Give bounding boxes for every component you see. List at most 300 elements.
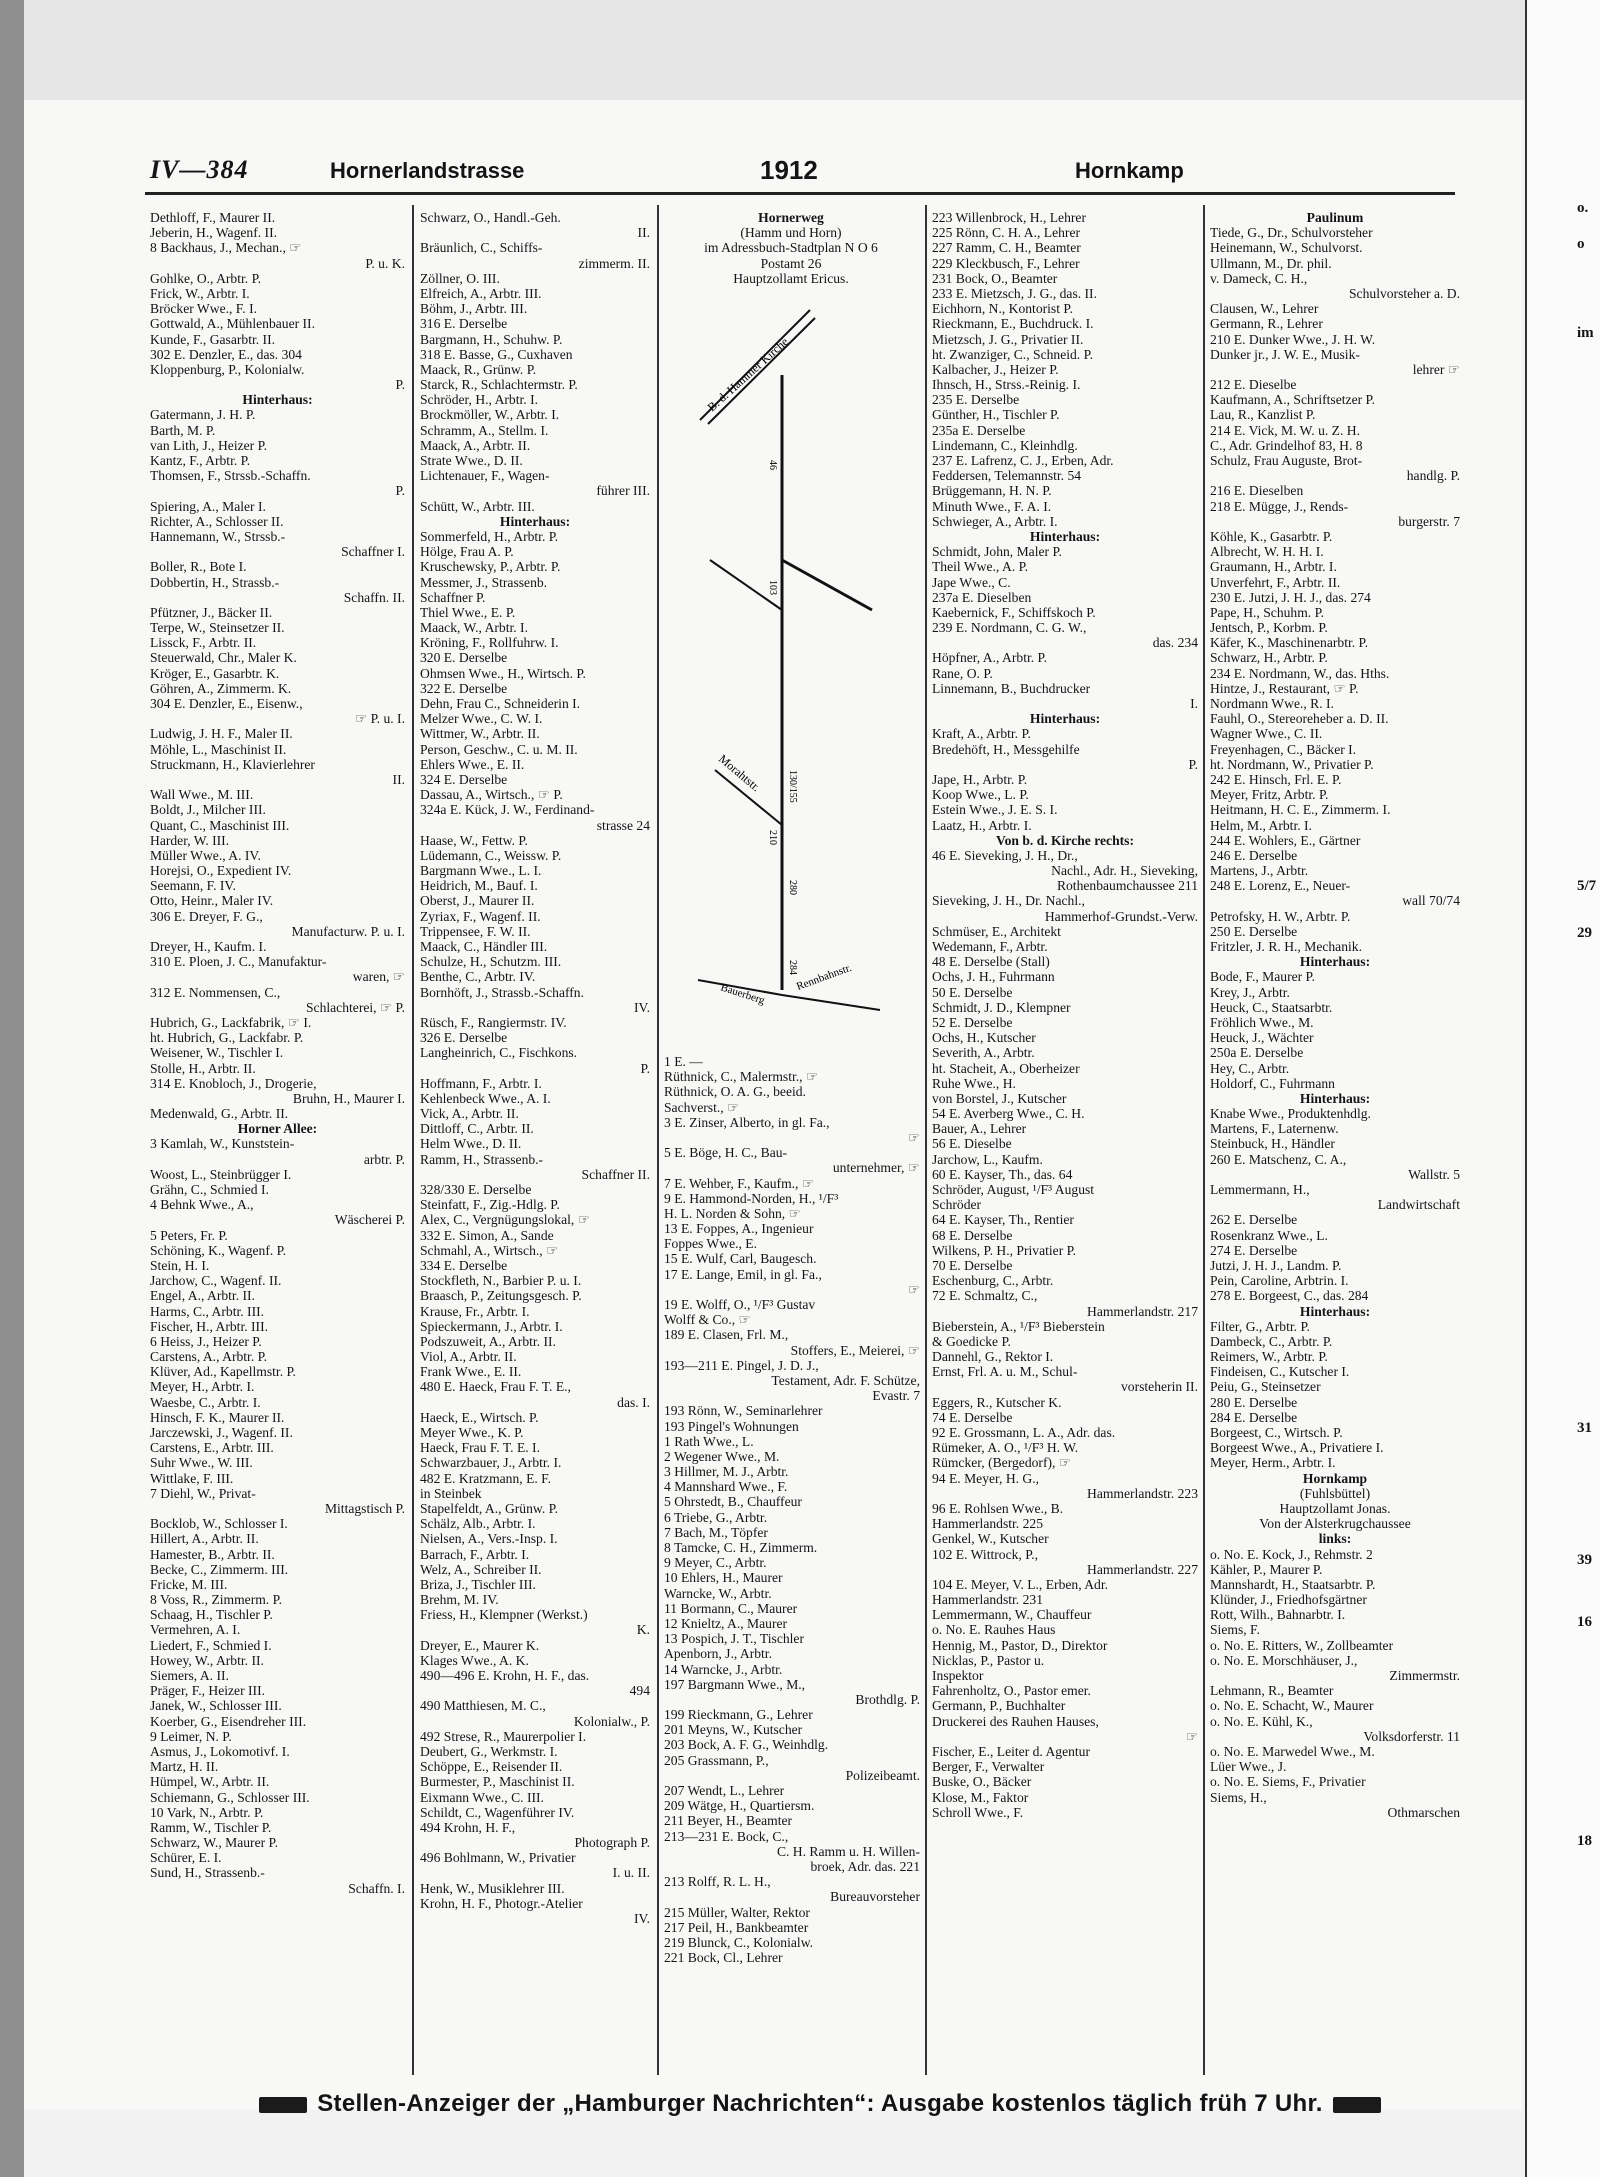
directory-entry: Nordmann Wwe., R. I. [1210, 696, 1334, 711]
directory-entry: Burmester, P., Maschinist II. [420, 1774, 575, 1790]
directory-entry: Henk, W., Musiklehrer III. [420, 1880, 565, 1896]
pointing-hand-icon [1333, 2097, 1381, 2113]
directory-entry: Haeck, E., Wirtsch. P. [420, 1409, 539, 1425]
directory-entry: Rüthnick, O. A. G., beeid. [664, 1084, 806, 1100]
directory-entry: Meyer Wwe., K. P. [420, 1425, 524, 1440]
directory-entry: Heuck, J., Wächter [1210, 1030, 1314, 1046]
directory-entry: Hintze, J., Restaurant, ☞ P. [1210, 680, 1359, 696]
directory-entry: Brockmöller, W., Arbtr. I. [420, 407, 560, 423]
directory-entry: Ruhe Wwe., H. [932, 1075, 1016, 1091]
directory-entry: Schmidt, John, Maler P. [932, 544, 1062, 560]
directory-entry: Höpfner, A., Arbtr. P. [932, 650, 1048, 666]
directory-entry: Kantz, F., Arbtr. P. [150, 453, 251, 468]
directory-entry: 8 Backhaus, J., Mechan., ☞ [150, 240, 302, 256]
directory-entry: Hammerlandstr. 217 [1087, 1303, 1198, 1319]
directory-entry: Vick, A., Arbtr. II. [420, 1106, 519, 1122]
directory-entry: Rümcker, (Bergedorf), ☞ [932, 1455, 1071, 1471]
directory-entry: o. No. E. Kock, J., Rehmstr. 2 [1210, 1546, 1373, 1562]
directory-entry: Pape, H., Schuhm. P. [1210, 604, 1325, 620]
directory-entry: Hinterhaus: [242, 392, 313, 408]
directory-entry: Hauptzollamt Jonas. [1279, 1500, 1391, 1516]
pointing-hand-icon [259, 2097, 307, 2113]
directory-entry: 14 Warncke, J., Arbtr. [664, 1661, 783, 1677]
directory-entry: Clausen, W., Lehrer [1210, 301, 1319, 317]
directory-entry: zimmerm. II. [578, 255, 650, 271]
directory-entry: Ehlers Wwe., E. II. [420, 756, 525, 772]
column-divider [925, 205, 927, 2075]
directory-entry: Schröder [932, 1197, 982, 1213]
map-number: 46 [767, 460, 778, 470]
directory-entry: Welz, A., Schreiber II. [420, 1561, 542, 1577]
directory-entry: Lehmann, R., Beamter [1210, 1683, 1334, 1699]
directory-entry: 13 Pospich, J. T., Tischler [664, 1631, 804, 1647]
directory-entry: Severith, A., Arbtr. [932, 1045, 1035, 1061]
directory-entry: H. L. Norden & Sohn, ☞ [664, 1205, 801, 1221]
directory-entry: 328/330 E. Derselbe [420, 1182, 532, 1197]
directory-entry: 96 E. Rohlsen Wwe., B. [932, 1500, 1064, 1516]
directory-entry: Schroll Wwe., F. [932, 1804, 1024, 1820]
directory-entry: Graumann, H., Arbtr. I. [1210, 559, 1337, 575]
directory-entry: Evastr. 7 [872, 1388, 920, 1404]
map-number: 284 [787, 960, 798, 975]
directory-entry: Kruschewsky, P., Arbtr. P. [420, 559, 561, 575]
directory-entry: Kalbacher, J., Heizer P. [932, 361, 1059, 377]
directory-entry: 5 Ohrstedt, B., Chauffeur [664, 1494, 802, 1510]
column-divider [657, 205, 659, 2075]
directory-entry: broek, Adr. das. 221 [810, 1858, 920, 1874]
directory-entry: I. u. II. [612, 1865, 650, 1881]
directory-entry: Von b. d. Kirche rechts: [996, 832, 1134, 848]
directory-entry: Kehlenbeck Wwe., A. I. [420, 1090, 551, 1106]
directory-entry: Sommerfeld, H., Arbtr. P. [420, 528, 559, 544]
directory-entry: 334 E. Derselbe [420, 1257, 508, 1273]
directory-entry: Ochs, H., Kutscher [932, 1030, 1036, 1046]
directory-entry: Schramm, A., Stellm. I. [420, 422, 549, 438]
directory-entry: Rüthnick, C., Malermstr., ☞ [664, 1069, 819, 1085]
directory-entry: Lau, R., Kanzlist P. [1210, 407, 1316, 423]
directory-entry: Heidrich, M., Bauf. I. [420, 878, 538, 894]
directory-entry: Sieveking, J. H., Dr. Nachl., [932, 893, 1085, 909]
edge-text: 5/7 [1577, 878, 1597, 894]
directory-entry: Kraft, A., Arbtr. P. [932, 726, 1031, 742]
directory-entry: Möhle, L., Maschinist II. [150, 741, 287, 757]
directory-entry: Haeck, Frau F. T. E. I. [420, 1440, 540, 1456]
directory-entry: 326 E. Derselbe [420, 1030, 508, 1046]
directory-entry: Rümeker, A. O., ¹/F³ H. W. [932, 1440, 1079, 1456]
directory-entry: Eschenburg, C., Arbtr. [932, 1273, 1054, 1289]
directory-entry: Schütt, W., Arbtr. III. [420, 498, 535, 514]
directory-entry: Maack, R., Grünw. P. [420, 361, 537, 377]
edge-text: o [1577, 236, 1585, 252]
directory-entry: Ullmann, M., Dr. phil. [1210, 255, 1332, 271]
directory-entry: Schwarz, H., Arbtr. P. [1210, 650, 1328, 666]
directory-entry: Schwieger, A., Arbtr. I. [932, 513, 1058, 529]
directory-entry: Klüver, Ad., Kapellmstr. P. [150, 1364, 296, 1380]
directory-entry: Präger, F., Heizer III. [150, 1683, 265, 1699]
directory-entry: 92 E. Grossmann, L. A., Adr. das. [932, 1425, 1116, 1440]
directory-entry: Wall Wwe., M. III. [150, 787, 254, 803]
directory-entry: Person, Geschw., C. u. M. II. [420, 741, 578, 757]
directory-entry: 1 Rath Wwe., L. [664, 1433, 754, 1449]
directory-entry: 219 Blunck, C., Kolonialw. [664, 1934, 814, 1950]
directory-entry: Druckerei des Rauhen Hauses, [932, 1713, 1099, 1729]
directory-entry: 235 E. Derselbe [932, 392, 1020, 408]
directory-entry: Siems, H., [1210, 1789, 1267, 1805]
directory-entry: Quant, C., Maschinist III. [150, 817, 290, 833]
directory-entry: Schildt, C., Wagenführer IV. [420, 1804, 575, 1820]
directory-entry: 216 E. Dieselben [1210, 483, 1304, 499]
directory-entry: arbtr. P. [363, 1151, 405, 1167]
directory-entry: Maack, C., Händler III. [420, 939, 548, 954]
directory-entry: Suhr Wwe., W. III. [150, 1455, 253, 1471]
directory-entry: Schiemann, G., Schlosser III. [150, 1789, 310, 1805]
directory-entry: burgerstr. 7 [1398, 513, 1460, 529]
directory-entry: Heuck, C., Staatsarbtr. [1210, 999, 1333, 1015]
directory-entry: Jentsch, P., Korbm. P. [1210, 620, 1328, 636]
directory-entry: Hennig, M., Pastor, D., Direktor [932, 1637, 1108, 1653]
directory-entry: Ohmsen Wwe., H., Wirtsch. P. [420, 665, 586, 681]
directory-entry: Schöning, K., Wagenf. P. [150, 1242, 287, 1258]
directory-entry: 205 Grassmann, P., [664, 1752, 769, 1768]
directory-entry: Gatermann, J. H. P. [150, 407, 256, 423]
directory-entry: 320 E. Derselbe [420, 650, 508, 666]
directory-entry: Fauhl, O., Stereoreheber a. D. II. [1210, 711, 1389, 727]
directory-entry: Grähn, C., Schmied I. [150, 1182, 269, 1197]
directory-entry: v. Dameck, C. H., [1210, 270, 1308, 286]
directory-entry: Linnemann, B., Buchdrucker [932, 680, 1091, 696]
directory-entry: Horejsi, O., Expedient IV. [150, 863, 292, 879]
directory-entry: Fröhlich Wwe., M. [1210, 1014, 1314, 1030]
directory-entry: Langheinrich, C., Fischkons. [420, 1045, 578, 1061]
directory-entry: 211 Beyer, H., Beamter [664, 1813, 793, 1829]
directory-entry: Starck, R., Schlachtermstr. P. [420, 377, 578, 393]
map-label: B. d. Hammer Kirche [704, 334, 792, 415]
directory-entry: Nachl., Adr. H., Sieveking, [1051, 863, 1198, 879]
directory-entry: Harms, C., Arbtr. III. [150, 1303, 265, 1319]
directory-entry: Meyer, Herm., Arbtr. I. [1210, 1455, 1336, 1471]
directory-entry: C., Adr. Grindelhof 83, H. 8 [1210, 437, 1363, 453]
directory-entry: 324a E. Kück, J. W., Ferdinand- [420, 802, 595, 818]
directory-entry: Zöllner, O. III. [420, 270, 500, 286]
directory-entry: Wittmer, W., Arbtr. II. [420, 726, 540, 742]
directory-entry: Sund, H., Strassenb.- [150, 1865, 265, 1881]
directory-entry: Mannshardt, H., Staatsarbtr. P. [1210, 1576, 1376, 1592]
directory-entry: 9 E. Hammond-Norden, H., ¹/F³ [664, 1190, 839, 1206]
directory-entry: Waesbe, C., Arbtr. I. [150, 1394, 261, 1410]
directory-entry: Braasch, P., Zeitungsgesch. P. [420, 1288, 582, 1304]
directory-entry: 492 Strese, R., Maurerpolier I. [420, 1728, 587, 1744]
directory-entry: Trippensee, F. W. II. [420, 923, 531, 939]
directory-entry: Schulvorsteher a. D. [1349, 285, 1460, 301]
directory-entry: Bargmann, H., Schuhw. P. [420, 331, 563, 347]
directory-entry: Nicklas, P., Pastor u. [932, 1652, 1045, 1668]
directory-entry: Apenborn, J., Arbtr. [664, 1646, 772, 1662]
directory-entry: Stoffers, E., Meierei, ☞ [790, 1342, 920, 1358]
directory-entry: Strate Wwe., D. II. [420, 453, 523, 468]
directory-entry: 246 E. Derselbe [1210, 847, 1298, 863]
directory-entry: Maack, A., Arbtr. II. [420, 437, 531, 453]
directory-entry: 4 Mannshard Wwe., F. [664, 1479, 788, 1495]
directory-entry: 2 Wegener Wwe., M. [664, 1448, 780, 1464]
directory-entry: 302 E. Denzler, E., das. 304 [150, 346, 302, 362]
directory-entry: Jeberin, H., Wagenf. II. [150, 225, 277, 241]
directory-entry: Hubrich, G., Lackfabrik, ☞ I. [150, 1014, 312, 1030]
directory-entry: Bureauvorsteher [830, 1889, 920, 1905]
directory-entry: ht. Stacheit, A., Oberheizer [932, 1060, 1080, 1076]
directory-entry: 12 Knieltz, A., Maurer [664, 1615, 788, 1631]
directory-entry: Vermehren, A. I. [150, 1622, 241, 1638]
directory-entry: o. No. E. Schacht, W., Maurer [1210, 1698, 1374, 1714]
directory-entry: Eichhorn, N., Kontorist P. [932, 301, 1073, 317]
directory-entry: Borgeest, C., Wirtsch. P. [1210, 1425, 1343, 1440]
column-3 [664, 1054, 920, 2044]
directory-entry: Hammerhof-Grundst.-Verw. [1044, 908, 1198, 924]
directory-entry: Rieckmann, E., Buchdruck. I. [932, 316, 1094, 332]
directory-entry: 7 E. Wehber, F., Kaufm., ☞ [664, 1175, 815, 1191]
directory-entry: Steuerwald, Chr., Maler K. [150, 650, 297, 666]
directory-entry: Dreyer, H., Kaufm. I. [150, 939, 267, 954]
directory-entry: 239 E. Nordmann, C. G. W., [932, 620, 1087, 636]
directory-entry: Spieckermann, J., Arbtr. I. [420, 1318, 563, 1334]
map-label: Bauerberg [719, 981, 767, 1007]
page-footer [230, 2090, 1410, 2118]
directory-entry: Schaffner II. [581, 1166, 650, 1182]
directory-entry: C. H. Ramm u. H. Willen- [776, 1843, 920, 1859]
directory-entry: Siems, F. [1210, 1622, 1260, 1638]
directory-entry: Martens, F., Laternenw. [1210, 1121, 1339, 1137]
directory-entry: (Hamm und Horn) [740, 225, 842, 241]
directory-entry: 231 Bock, O., Beamter [932, 270, 1058, 286]
street-right-title: Hornkamp [1075, 158, 1184, 183]
directory-entry: Stein, H. I. [150, 1257, 210, 1273]
directory-entry: P. [395, 483, 405, 499]
directory-entry: van Lith, J., Heizer P. [150, 437, 268, 453]
directory-entry: Kähler, P., Maurer P. [1210, 1561, 1323, 1577]
directory-entry: Hümpel, W., Arbtr. II. [150, 1774, 270, 1790]
directory-entry: Zimmermstr. [1389, 1668, 1460, 1683]
directory-entry: Manufacturw. P. u. I. [291, 923, 405, 939]
directory-entry: Bieberstein, A., ¹/F³ Bieberstein [932, 1318, 1105, 1334]
directory-entry: Bröcker Wwe., F. I. [150, 301, 258, 317]
directory-entry: Podszuweit, A., Arbtr. II. [420, 1333, 556, 1349]
directory-entry: K. [636, 1622, 650, 1638]
directory-entry: handlg. P. [1406, 468, 1460, 484]
column-5 [1210, 210, 1460, 2050]
directory-entry: 318 E. Basse, G., Cuxhaven [420, 346, 573, 362]
directory-entry: Jape, H., Arbtr. P. [932, 771, 1028, 787]
directory-entry: Koerber, G., Eisendreher III. [150, 1713, 307, 1729]
directory-entry: Dehn, Frau C., Schneiderin I. [420, 696, 581, 711]
directory-entry: Schälz, Alb., Arbtr. I. [420, 1516, 536, 1532]
directory-entry: Freyenhagen, C., Bäcker I. [1210, 741, 1357, 757]
directory-entry: Boldt, J., Milcher III. [150, 802, 266, 818]
directory-entry: Lemmermann, W., Chauffeur [932, 1607, 1092, 1623]
directory-entry: Wedemann, F., Arbtr. [932, 939, 1048, 954]
directory-entry: Kolonialw., P. [573, 1713, 650, 1729]
page-header [150, 155, 1460, 185]
directory-entry: vorsteherin II. [1120, 1379, 1198, 1395]
edge-text: o. [1577, 200, 1589, 216]
directory-entry: Von der Alsterkrugchaussee [1259, 1516, 1411, 1532]
directory-entry: IV. [634, 999, 650, 1015]
map-label: Rennbahnstr. [794, 961, 854, 993]
directory-entry: Krohn, H. F., Photogr.-Atelier [420, 1895, 583, 1911]
directory-entry: Berger, F., Verwalter [932, 1759, 1045, 1775]
directory-entry: Schmahl, A., Wirtsch., ☞ [420, 1242, 559, 1258]
directory-entry: führer III. [596, 483, 650, 499]
directory-entry: 1 E. — [664, 1054, 703, 1069]
directory-entry: Holdorf, C., Fuhrmann [1210, 1075, 1335, 1091]
directory-entry: Ihnsch, H., Strss.-Reinig. I. [932, 377, 1081, 393]
directory-entry: ☞ [1185, 1728, 1198, 1744]
directory-entry: Engel, A., Arbtr. II. [150, 1288, 255, 1304]
directory-entry: 217 Peil, H., Bankbeamter [664, 1919, 809, 1935]
directory-entry: Schaffn. I. [348, 1880, 405, 1896]
directory-entry: 237 E. Lafrenz, C. J., Erben, Adr. [932, 453, 1114, 468]
directory-entry: Mittagstisch P. [324, 1500, 405, 1516]
directory-entry: Harder, W. III. [150, 832, 230, 848]
directory-entry: o. No. E. Ritters, W., Zollbeamter [1210, 1637, 1394, 1653]
directory-entry: P. [1188, 756, 1198, 772]
directory-entry: 54 E. Averberg Wwe., C. H. [932, 1106, 1085, 1122]
directory-entry: Steinbuck, H., Händler [1210, 1136, 1335, 1152]
directory-entry: Dannehl, G., Rektor I. [932, 1349, 1054, 1365]
directory-entry: Schlachterei, ☞ P. [305, 999, 405, 1015]
directory-entry: Klünder, J., Friedhofsgärtner [1210, 1592, 1367, 1608]
directory-entry: Bornhöft, J., Strassb.-Schaffn. [420, 984, 584, 1000]
directory-entry: Nielsen, A., Vers.-Insp. I. [420, 1531, 558, 1547]
directory-entry: Rott, Wilh., Bahnarbtr. I. [1210, 1607, 1346, 1623]
directory-entry: Stockfleth, N., Barbier P. u. I. [420, 1273, 582, 1289]
directory-entry: Asmus, J., Lokomotivf. I. [150, 1743, 290, 1759]
directory-entry: 244 E. Wohlers, E., Gärtner [1210, 832, 1361, 848]
directory-entry: 5 E. Böge, H. C., Bau- [664, 1145, 788, 1161]
directory-entry: Paulinum [1306, 210, 1364, 225]
directory-entry: Borgeest Wwe., A., Privatiere I. [1210, 1440, 1384, 1456]
directory-entry: Schulze, H., Schutzm. III. [420, 954, 562, 970]
directory-entry: Fritzler, J. R. H., Mechanik. [1210, 939, 1362, 954]
directory-entry: in Steinbek [420, 1485, 482, 1501]
directory-entry: Klose, M., Faktor [932, 1789, 1029, 1805]
directory-entry: Kunde, F., Gasarbtr. II. [150, 331, 276, 347]
directory-entry: Rothenbaumchaussee 211 [1056, 878, 1198, 894]
directory-entry: Terpe, W., Steinsetzer II. [150, 620, 285, 636]
directory-entry: Barth, M. P. [150, 422, 216, 438]
directory-entry: Lüer Wwe., J. [1210, 1759, 1287, 1775]
directory-entry: 72 E. Schmaltz, C., [932, 1288, 1038, 1304]
directory-entry: wall 70/74 [1402, 893, 1460, 909]
directory-entry: Unverfehrt, F., Arbtr. II. [1210, 574, 1341, 590]
directory-entry: Filter, G., Arbtr. P. [1210, 1318, 1310, 1334]
directory-entry: Günther, H., Tischler P. [932, 407, 1060, 423]
directory-entry: Lichtenauer, F., Wagen- [420, 468, 550, 484]
directory-entry: Hinterhaus: [1029, 528, 1101, 544]
directory-entry: Feddersen, Telemannstr. 54 [932, 468, 1082, 484]
directory-entry: 496 Bohlmann, W., Privatier [420, 1850, 576, 1866]
directory-entry: 17 E. Lange, Emil, in gl. Fa., [664, 1266, 822, 1282]
directory-entry: Hammerlandstr. 227 [1087, 1561, 1198, 1577]
directory-entry: 4 Behnk Wwe., A., [150, 1197, 254, 1213]
directory-entry: Bräunlich, C., Schiffs- [420, 240, 543, 256]
directory-entry: 201 Meyns, W., Kutscher [664, 1722, 803, 1738]
directory-entry: o. No. E. Kühl, K., [1210, 1713, 1313, 1729]
directory-entry: 213 Rolff, R. L. H., [664, 1874, 771, 1890]
directory-entry: Liedert, F., Schmied I. [150, 1637, 272, 1653]
header-rule [145, 192, 1455, 195]
directory-entry: Medenwald, G., Arbtr. II. [150, 1106, 289, 1122]
directory-entry: 7 Diehl, W., Privat- [150, 1485, 256, 1501]
directory-entry: Schwarzbauer, J., Arbtr. I. [420, 1455, 562, 1471]
directory-entry: P. [395, 377, 405, 393]
directory-entry: 68 E. Derselbe [932, 1227, 1013, 1243]
directory-entry: & Goedicke P. [932, 1333, 1011, 1349]
directory-entry: Köhle, K., Gasarbtr. P. [1210, 528, 1333, 544]
directory-entry: Hölge, Frau A. P. [420, 544, 514, 560]
directory-entry: Frick, W., Arbtr. I. [150, 285, 250, 301]
directory-entry: Schröder, August, ¹/F³ August [932, 1182, 1095, 1197]
directory-entry: 6 Heiss, J., Heizer P. [150, 1333, 262, 1349]
directory-entry: Böhm, J., Arbtr. III. [420, 301, 528, 317]
directory-entry: Dambeck, C., Arbtr. P. [1210, 1333, 1333, 1349]
directory-entry: Reimers, W., Arbtr. P. [1210, 1349, 1328, 1365]
directory-entry: Dassau, A., Wirtsch., ☞ P. [420, 787, 563, 803]
directory-entry: 193—211 E. Pingel, J. D. J., [664, 1357, 819, 1373]
directory-entry: Ochs, J. H., Fuhrmann [932, 969, 1055, 985]
directory-entry: 274 E. Derselbe [1210, 1242, 1298, 1258]
directory-entry: 250a E. Derselbe [1210, 1045, 1304, 1061]
directory-entry: Germann, P., Buchhalter [932, 1698, 1066, 1714]
directory-entry: Findeisen, C., Kutscher I. [1210, 1364, 1350, 1380]
next-page-edge [1525, 0, 1600, 2177]
edge-text: 31 [1577, 1420, 1592, 1436]
directory-entry: Messmer, J., Strassenb. [420, 574, 548, 590]
directory-entry: Tiede, G., Dr., Schulvorsteher [1210, 225, 1373, 241]
directory-entry: 260 E. Matschenz, C. A., [1210, 1151, 1347, 1167]
directory-entry: Weisener, W., Tischler I. [150, 1045, 284, 1061]
directory-entry: ☞ [907, 1281, 920, 1297]
directory-entry: 10 Ehlers, H., Maurer [664, 1570, 783, 1586]
directory-entry: Brehm, M. IV. [420, 1592, 499, 1608]
directory-entry: Becke, C., Zimmerm. III. [150, 1561, 289, 1577]
directory-entry: 250 E. Derselbe [1210, 923, 1298, 939]
directory-entry: Rane, O. P. [932, 665, 993, 681]
directory-entry: Boller, R., Bote I. [150, 559, 247, 575]
directory-entry: im Adressbuch-Stadtplan N O 6 [704, 240, 878, 256]
directory-entry: Genkel, W., Kutscher [932, 1531, 1049, 1547]
directory-entry: 490 Matthiesen, M. C., [420, 1698, 546, 1714]
directory-entry: Dethloff, F., Maurer II. [150, 210, 276, 225]
directory-entry: Briza, J., Tischler III. [420, 1576, 536, 1592]
directory-entry: 6 Triebe, G., Arbtr. [664, 1509, 768, 1525]
directory-entry: Schürer, E. I. [150, 1850, 222, 1866]
directory-entry: Carstens, A., Arbtr. P. [150, 1349, 268, 1365]
directory-entry: 207 Wendt, L., Lehrer [664, 1783, 785, 1798]
directory-entry: Othmarschen [1387, 1804, 1460, 1820]
directory-entry: 262 E. Derselbe [1210, 1212, 1298, 1228]
directory-entry: 322 E. Derselbe [420, 680, 508, 696]
map-branch-line [782, 995, 880, 1010]
directory-entry: Buske, O., Bäcker [932, 1774, 1032, 1790]
directory-entry: Dobbertin, H., Strassb.- [150, 574, 280, 590]
directory-entry: 284 E. Derselbe [1210, 1409, 1298, 1425]
directory-entry: 237a E. Dieselben [932, 589, 1032, 605]
directory-entry: das. 234 [1152, 635, 1198, 651]
directory-entry: Steinfatt, F., Zig.-Hdlg. P. [420, 1197, 560, 1213]
directory-entry: Kaufmann, A., Schriftsetzer P. [1210, 392, 1375, 408]
directory-entry: 104 E. Meyer, V. L., Erben, Adr. [932, 1576, 1109, 1592]
directory-entry: Koop Wwe., L. P. [932, 787, 1029, 803]
edge-text: 16 [1577, 1614, 1592, 1630]
